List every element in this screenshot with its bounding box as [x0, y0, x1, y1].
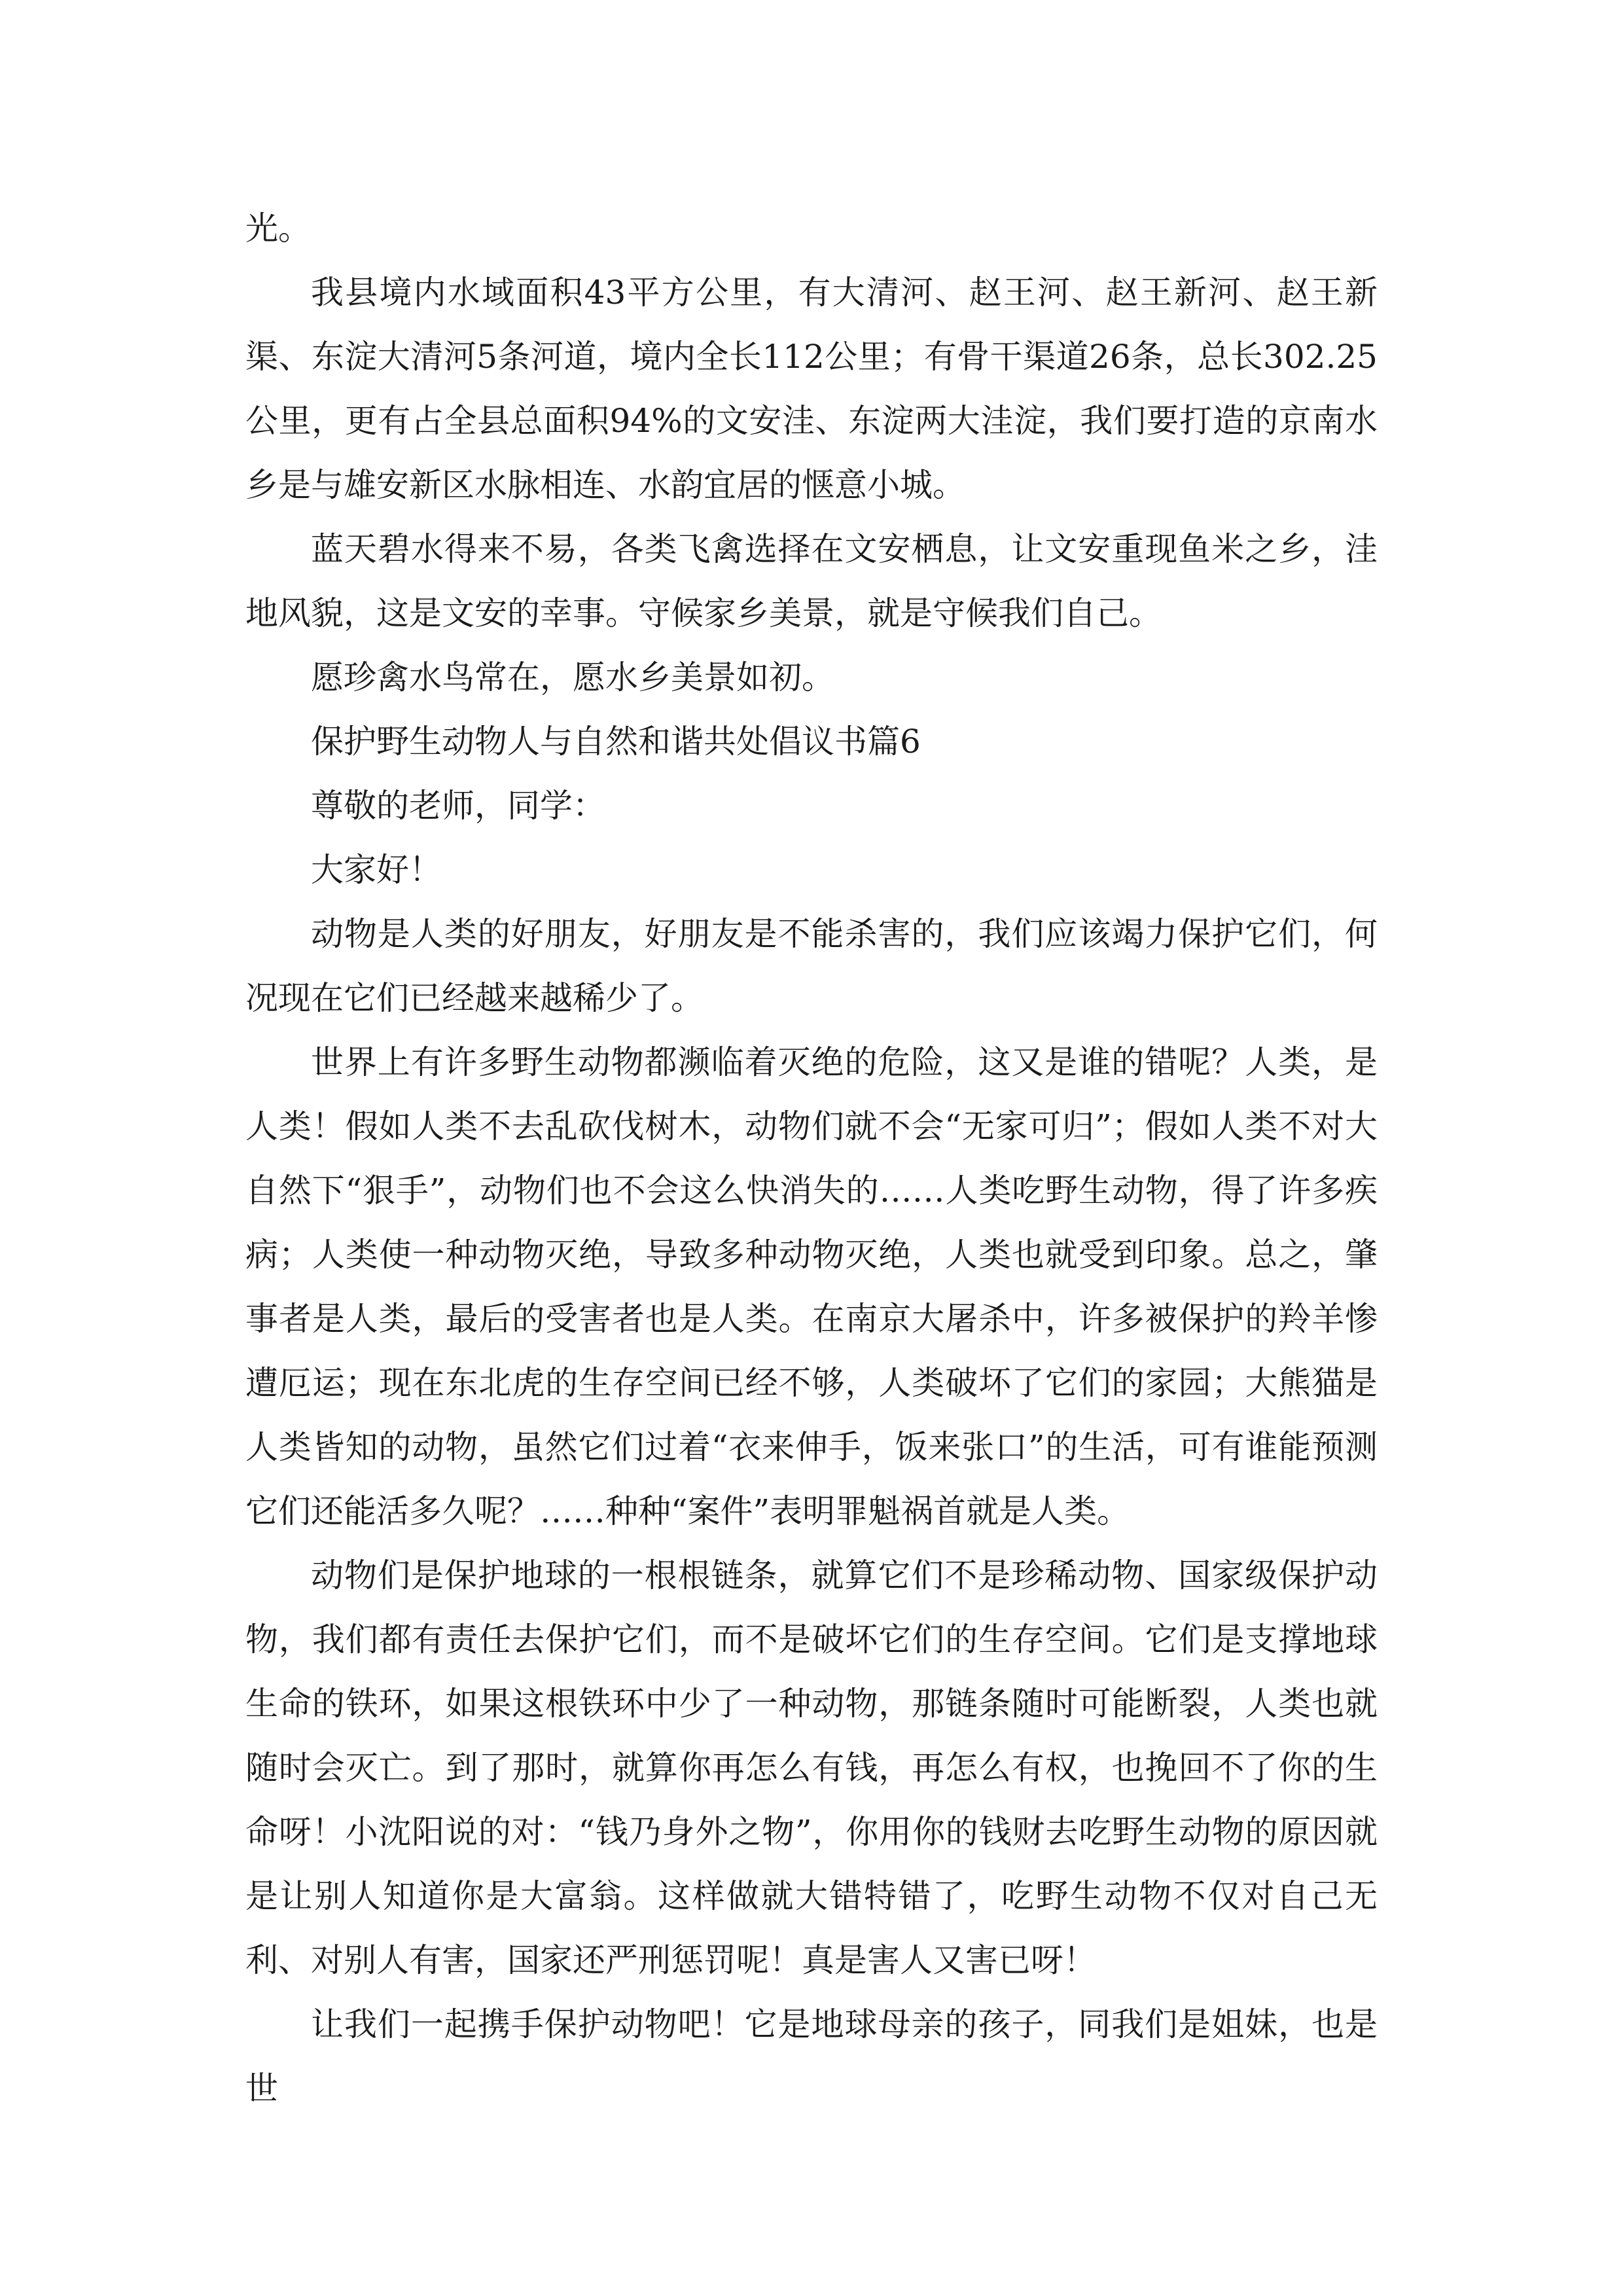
paragraph-continuation: 光。: [245, 209, 311, 247]
document-body: [245, 196, 1378, 2121]
paragraph-blue-sky: 蓝天碧水得来不易，各类飞禽选择在文安栖息，让文安重现鱼米之乡，洼地风貌，这是文安的幸事。守候家乡美景，就是守候我们自己。: [245, 530, 1378, 632]
paragraph-chain: 动物们是保护地球的一根根链条，就算它们不是珍稀动物、国家级保护动物，我们都有责任去保护它们，而不是破坏它们的生存空间。它们是支撑地球生命的铁环，如果这根铁环中少了一种动物，那链条随时可能断裂，人类也就随时会灭亡。到了那时，就算你再怎么有钱，再怎么有权，也挽回不了你的生命呀！小沈阳说的对：“钱乃身外之物”，你用你的钱财去吃野生动物的原因就是让别人知道你是大富翁。这样做就大错特错了，吃野生动物不仅对自己无利、对别人有害，国家还严刑惩罚呢！真是害人又害已呀！: [245, 1556, 1378, 1979]
paragraph-call-to-action: 让我们一起携手保护动物吧！它是地球母亲的孩子，同我们是姐妹，也是世: [245, 2005, 1378, 2108]
paragraph-wish: 愿珍禽水鸟常在，愿水乡美景如初。: [311, 658, 834, 696]
paragraph-water-area: 我县境内水域面积43平方公里，有大清河、赵王河、赵王新河、赵王新渠、东淀大清河5条河道，境内全长112公里；有骨干渠道26条，总长302.25公里，更有占全县总面积94%的文安洼、东淀两大洼淀，我们要打造的京南水乡是与雄安新区水脉相连、水韵宜居的惬意小城。: [245, 274, 1378, 504]
salutation: 尊敬的老师，同学：: [311, 787, 605, 825]
paragraph-friends: 动物是人类的好朋友，好朋友是不能杀害的，我们应该竭力保护它们，何况现在它们已经越来越稀少了。: [245, 915, 1378, 1017]
paragraph-extinction: 世界上有许多野生动物都濒临着灭绝的危险，这又是谁的错呢？人类，是人类！假如人类不去乱砍伐树木，动物们就不会“无家可归”；假如人类不对大自然下“狠手”，动物们也不会这么快消失的……人类吃野生动物，得了许多疾病；人类使一种动物灭绝，导致多种动物灭绝，人类也就受到印象。总之，肇事者是人类，最后的受害者也是人类。在南京大屠杀中，许多被保护的羚羊惨遭厄运；现在东北虎的生存空间已经不够，人类破坏了它们的家园；大熊猫是人类皆知的动物，虽然它们过着“衣来伸手，饭来张口”的生活，可有谁能预测它们还能活多久呢？……种种“案件”表明罪魁祸首就是人类。: [245, 1043, 1378, 1530]
greeting: 大家好！: [311, 851, 442, 889]
section-title: 保护野生动物人与自然和谐共处倡议书篇6: [311, 723, 921, 761]
